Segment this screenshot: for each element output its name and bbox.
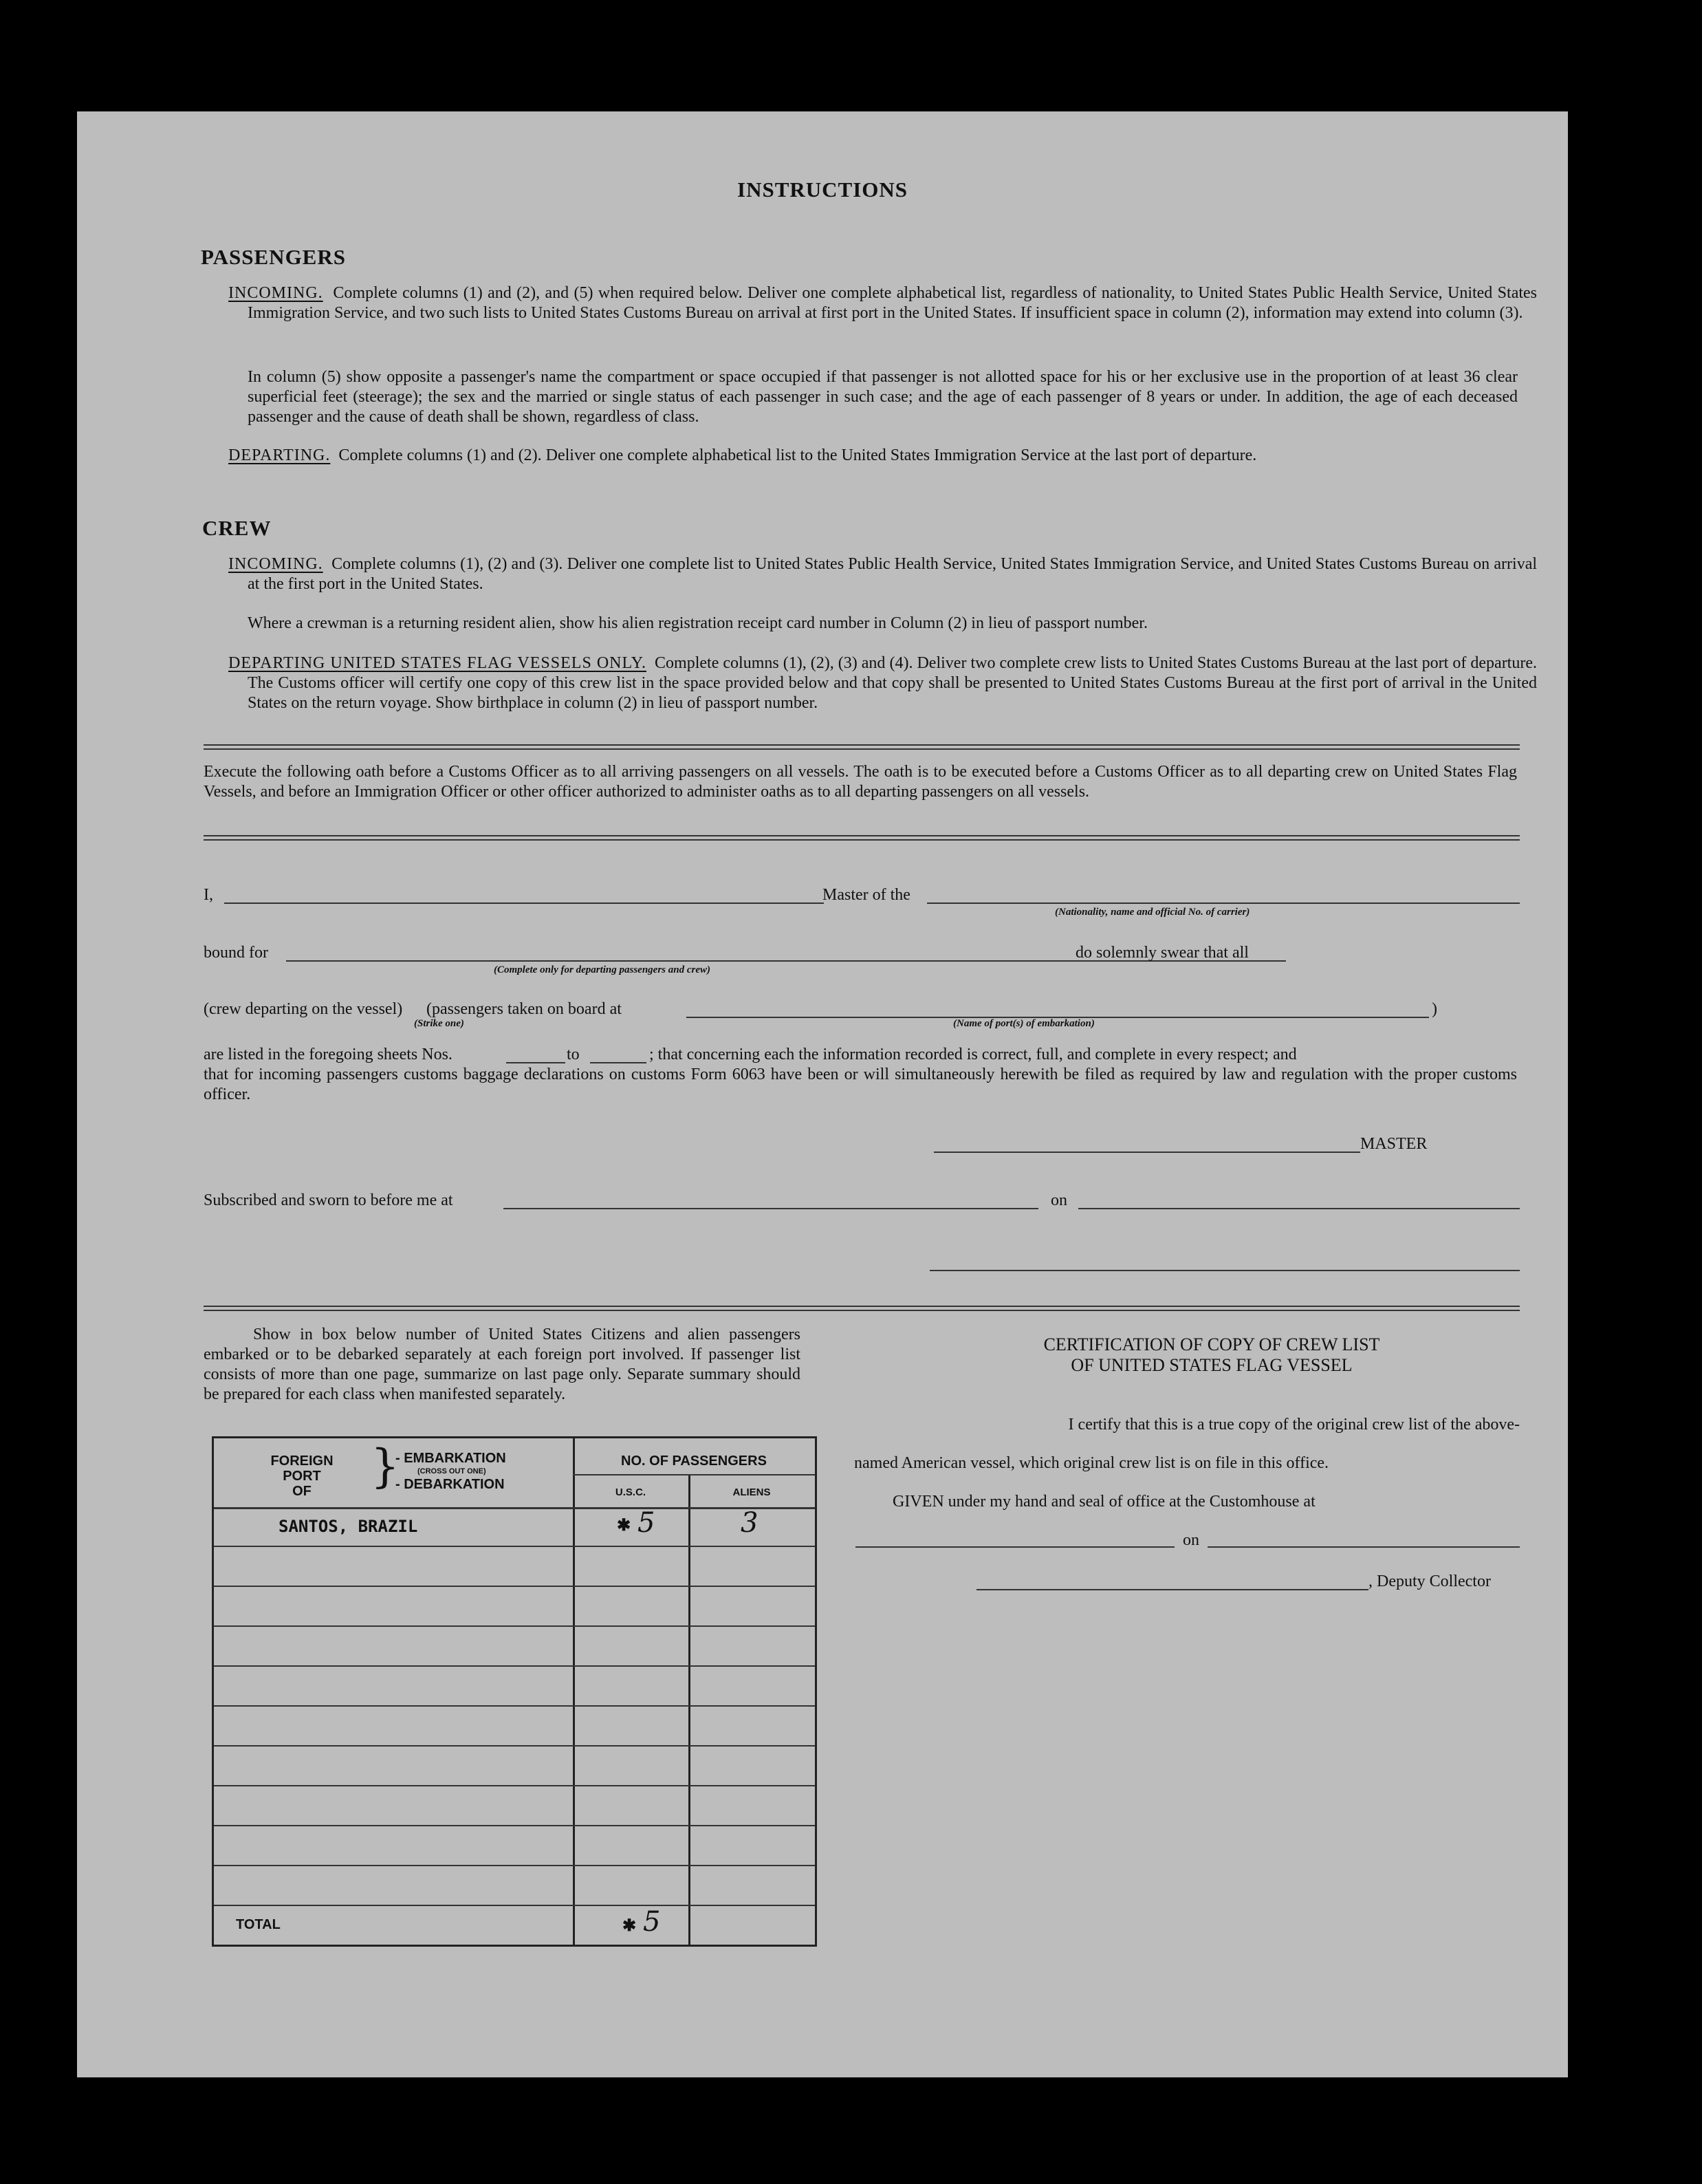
crew-departing-text: Complete columns (1), (2), (3) and (4). Deliver two complete crew lists to United States Customs Bureau at the last port of departure. The Customs officer will certify one copy of this crew list in the space provided below and that copy shall be presented to United States Customs Bureau at the first port of arrival in the United States on the return voyage. Show birthplace in column (2) in lieu of passport number. [248,654,1537,712]
master-label: MASTER [1360,1135,1428,1153]
master-signature-line[interactable] [934,1152,1360,1153]
certification-line-2: named American vessel, which original crew list is on file in this office. [854,1454,1329,1472]
strike-one-hint: (Strike one) [414,1018,464,1029]
crew-resident-paragraph: Where a crewman is a returning resident alien, show his alien registration receipt card number in Column (2) in lieu of passport number. [248,614,1148,632]
deputy-signature-line[interactable] [977,1589,1368,1590]
subscribed-label: Subscribed and sworn to before me at [204,1191,453,1209]
sworn-location-line[interactable] [503,1208,1038,1209]
cross-out-note: (CROSS OUT ONE) [417,1467,486,1475]
form-sheet [77,111,1568,2077]
usc-cell[interactable]: 5 [637,1507,655,1539]
crew-departing-paragraph [228,653,1537,713]
port-cell[interactable]: SANTOS, BRAZIL [279,1517,418,1536]
checkmark-icon: ✱ [622,1917,637,1935]
deputy-collector-label: , Deputy Collector [1368,1572,1491,1590]
oath-intro-paragraph: Execute the following oath before a Customs Officer as to all arriving passengers on all vessels. The oath is to be executed before a Customs Officer as to all departing crew on United States Flag Vessels, and before an Immigration Officer or other officer authorized to administer oaths as to all departing passengers on all vessels. [204,763,1517,801]
sheets-to-label: to [567,1046,580,1063]
checkmark-icon: ✱ [617,1517,631,1535]
usc-header: U.S.C. [615,1486,646,1498]
oath-i-label: I, [204,886,213,904]
sheet-from-line[interactable] [506,1062,565,1063]
row-divider [214,1865,815,1866]
header-bottom-rule [214,1507,815,1509]
passengers-incoming-text: Complete columns (1) and (2), and (5) when required below. Deliver one complete alphabetical list, regardless of nationality, to United States Public Health Service, United States Immigration Service, and two such lists to United States Customs Bureau on arrival at first port in the United States. If insufficient space in column (2), information may extend into column (3). [248,284,1538,322]
row-divider [214,1625,815,1627]
passengers-departing-text: Complete columns (1) and (2). Deliver one complete alphabetical list to the United States Immigration Service at the last port of departure. [338,446,1257,464]
divider [204,839,1520,841]
bound-for-label: bound for [204,944,268,962]
no-of-passengers-header: NO. OF PASSENGERS [621,1453,767,1469]
bound-for-hint: (Complete only for departing passengers and crew) [494,964,710,975]
certification-on-label: on [1183,1531,1199,1549]
nationality-hint: (Nationality, name and official No. of carrier) [1055,907,1250,918]
row-divider [214,1825,815,1826]
port-header-text: PORT [283,1469,321,1484]
passengers-departing-lead: DEPARTING. [228,446,331,464]
brace-icon: } [371,1440,400,1493]
crew-incoming-lead: INCOMING. [228,555,323,573]
swear-text: do solemnly swear that all [1076,944,1249,962]
header-divider [573,1474,815,1475]
divider [204,1306,1520,1307]
row-divider [214,1905,815,1906]
of-header-text: OF [292,1484,312,1499]
customhouse-line[interactable] [855,1546,1175,1548]
passengers-incoming-paragraph [228,283,1537,323]
crew-incoming-paragraph [228,554,1537,594]
aliens-header: ALIENS [732,1486,771,1498]
baggage-statement: that for incoming passengers customs baggage declarations on customs Form 6063 have been or will simultaneously herewith be filed as required by law and regulation with the proper customs officer. [204,1066,1517,1103]
row-divider [214,1665,815,1667]
crew-incoming-text: Complete columns (1), (2) and (3). Deliver one complete list to United States Public Health Service, United States Immigration Service, and United States Customs Bureau on arrival at the first port in the United States. [248,555,1538,593]
crew-heading: CREW [202,516,272,540]
passengers-heading: PASSENGERS [201,245,346,269]
certification-line-1: I certify that this is a true copy of the original crew list of the above- [1068,1416,1520,1434]
passengers-taken-option[interactable]: (passengers taken on board at [426,1000,622,1018]
row-divider [214,1705,815,1707]
divider [204,835,1520,836]
sworn-date-line[interactable] [1078,1208,1520,1209]
passengers-departing-paragraph [228,446,1537,466]
passenger-summary-table [212,1436,817,1947]
divider [204,748,1520,750]
port-hint: (Name of port(s) of embarkation) [953,1018,1095,1029]
certification-line-3: GIVEN under my hand and seal of office at the Customhouse at [893,1493,1316,1511]
aliens-cell[interactable]: 3 [741,1507,759,1539]
certification-date-line[interactable] [1208,1546,1520,1548]
divider [204,744,1520,746]
row-divider [214,1546,815,1547]
total-usc-cell[interactable]: 5 [643,1906,661,1938]
master-name-line[interactable] [224,902,824,904]
column-divider [688,1474,690,1945]
passengers-incoming-lead: INCOMING. [228,284,323,302]
crew-departing-option[interactable]: (crew departing on the vessel) [204,1000,403,1018]
divider [204,1310,1520,1311]
certification-heading-line-1: CERTIFICATION OF COPY OF CREW LIST [1043,1334,1380,1354]
summary-instructions: Show in box below number of United States Citizens and alien passengers embarked or to be debarked separately at each foreign port involved. If passenger list consists of more than one page, summarize on last page only. Separate summary should be prepared for each class when manifested separately. [204,1326,800,1403]
total-label: TOTAL [236,1917,281,1932]
carrier-line[interactable] [927,902,1520,904]
debarkation-option[interactable]: - DEBARKATION [395,1477,505,1492]
row-divider [214,1785,815,1786]
foreign-header-text: FOREIGN [270,1453,334,1469]
row-divider [214,1586,815,1587]
sheets-statement: ; that concerning each the information recorded is correct, full, and complete in every respect; and [649,1046,1297,1063]
officer-signature-line[interactable] [930,1270,1520,1271]
master-of-label: Master of the [822,886,910,904]
certification-heading-line-2: OF UNITED STATES FLAG VESSEL [1071,1355,1353,1375]
sheet-to-line[interactable] [590,1062,646,1063]
page-title: INSTRUCTIONS [737,177,908,202]
sheets-label: are listed in the foregoing sheets Nos. [204,1046,452,1063]
embarkation-option[interactable]: - EMBARKATION [395,1451,506,1466]
certification-heading [902,1334,1521,1376]
sworn-on-label: on [1051,1191,1067,1209]
row-divider [214,1745,815,1747]
passengers-column5-paragraph: In column (5) show opposite a passenger's name the compartment or space occupied if that passenger is not allotted space for his or her exclusive use in the proportion of at least 36 clear superficial feet (steerage); the sex and the married or single status of each passenger in such case; and the age of each passenger of 8 years or under. In addition, the age of each deceased passenger and the cause of death shall be shown, regardless of class. [248,368,1518,426]
foreign-port-header [261,1453,343,1499]
crew-departing-lead: DEPARTING UNITED STATES FLAG VESSELS ONLY. [228,654,646,672]
column-divider [573,1438,575,1945]
close-paren: ) [1432,1000,1437,1018]
